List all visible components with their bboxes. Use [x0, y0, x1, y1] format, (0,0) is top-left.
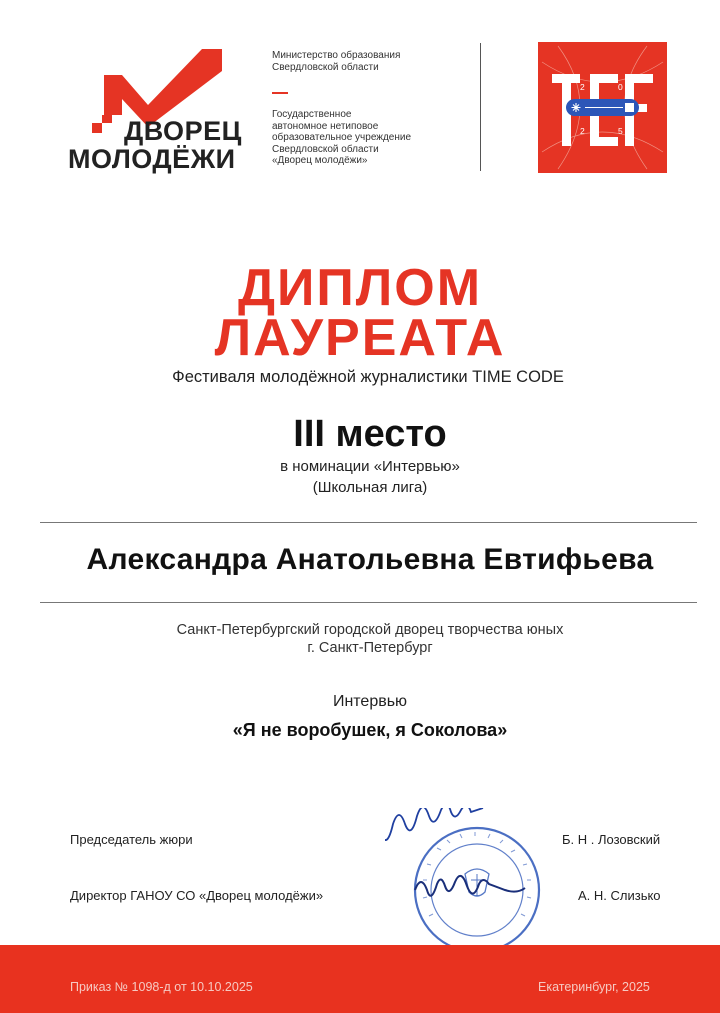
work-type: Интервью — [332, 693, 408, 710]
year-digit: 2 — [580, 126, 585, 136]
official-stamp-icon — [385, 808, 560, 958]
nomination-text: в номинации «Интервью» — [280, 458, 460, 475]
logo-text-line2: МОЛОДЁЖИ — [68, 144, 236, 174]
institution-name: Санкт-Петербургский городской дворец творчества юных — [176, 622, 564, 638]
divider-dash — [272, 92, 288, 94]
ministry-text — [272, 50, 472, 73]
place-date: Екатеринбург, 2025 — [538, 980, 650, 994]
tcf-festival-logo-icon — [538, 42, 667, 173]
league-text: (Школьная лига) — [312, 479, 428, 496]
recipient-name: Александра Анатольевна Евтифьева — [86, 543, 654, 576]
institution-line: «Дворец молодёжи» — [272, 155, 368, 166]
divider-line — [40, 602, 697, 603]
institution-line: Свердловской области — [272, 143, 379, 155]
diploma-title-line2: ЛАУРЕАТА — [214, 309, 506, 367]
ministry-line: Свердловской области — [272, 61, 379, 73]
logo-text-line1: ДВОРЕЦ — [124, 116, 242, 146]
ministry-line: Министерство образования — [272, 50, 401, 61]
divider-line — [40, 522, 697, 523]
institution-city: г. Санкт-Петербург — [307, 640, 433, 656]
institution-line: Государственное — [272, 109, 352, 120]
year-digit: 2 — [580, 82, 585, 92]
place-award: III место — [293, 413, 447, 455]
order-number: Приказ № 1098-д от 10.10.2025 — [70, 980, 253, 994]
institution-line: автономное нетиповое — [272, 120, 379, 132]
institution-text — [272, 109, 472, 167]
header-divider — [480, 43, 481, 171]
work-title: «Я не воробушек, я Соколова» — [232, 720, 508, 740]
institution-line: образовательное учреждение — [272, 132, 412, 143]
footer-band — [0, 945, 720, 1013]
chair-name: Б. Н . Лозовский — [562, 832, 661, 847]
diploma-title-line1: ДИПЛОМ — [237, 259, 483, 317]
director-label: Директор ГАНОУ СО «Дворец молодёжи» — [70, 888, 324, 903]
year-digit: 5 — [618, 126, 623, 136]
festival-subtitle: Фестиваля молодёжной журналистики TIME CODE — [172, 368, 564, 386]
chair-label: Председатель жюри — [70, 832, 193, 847]
year-digit: 0 — [618, 82, 623, 92]
director-name: А. Н. Слизько — [578, 888, 661, 903]
